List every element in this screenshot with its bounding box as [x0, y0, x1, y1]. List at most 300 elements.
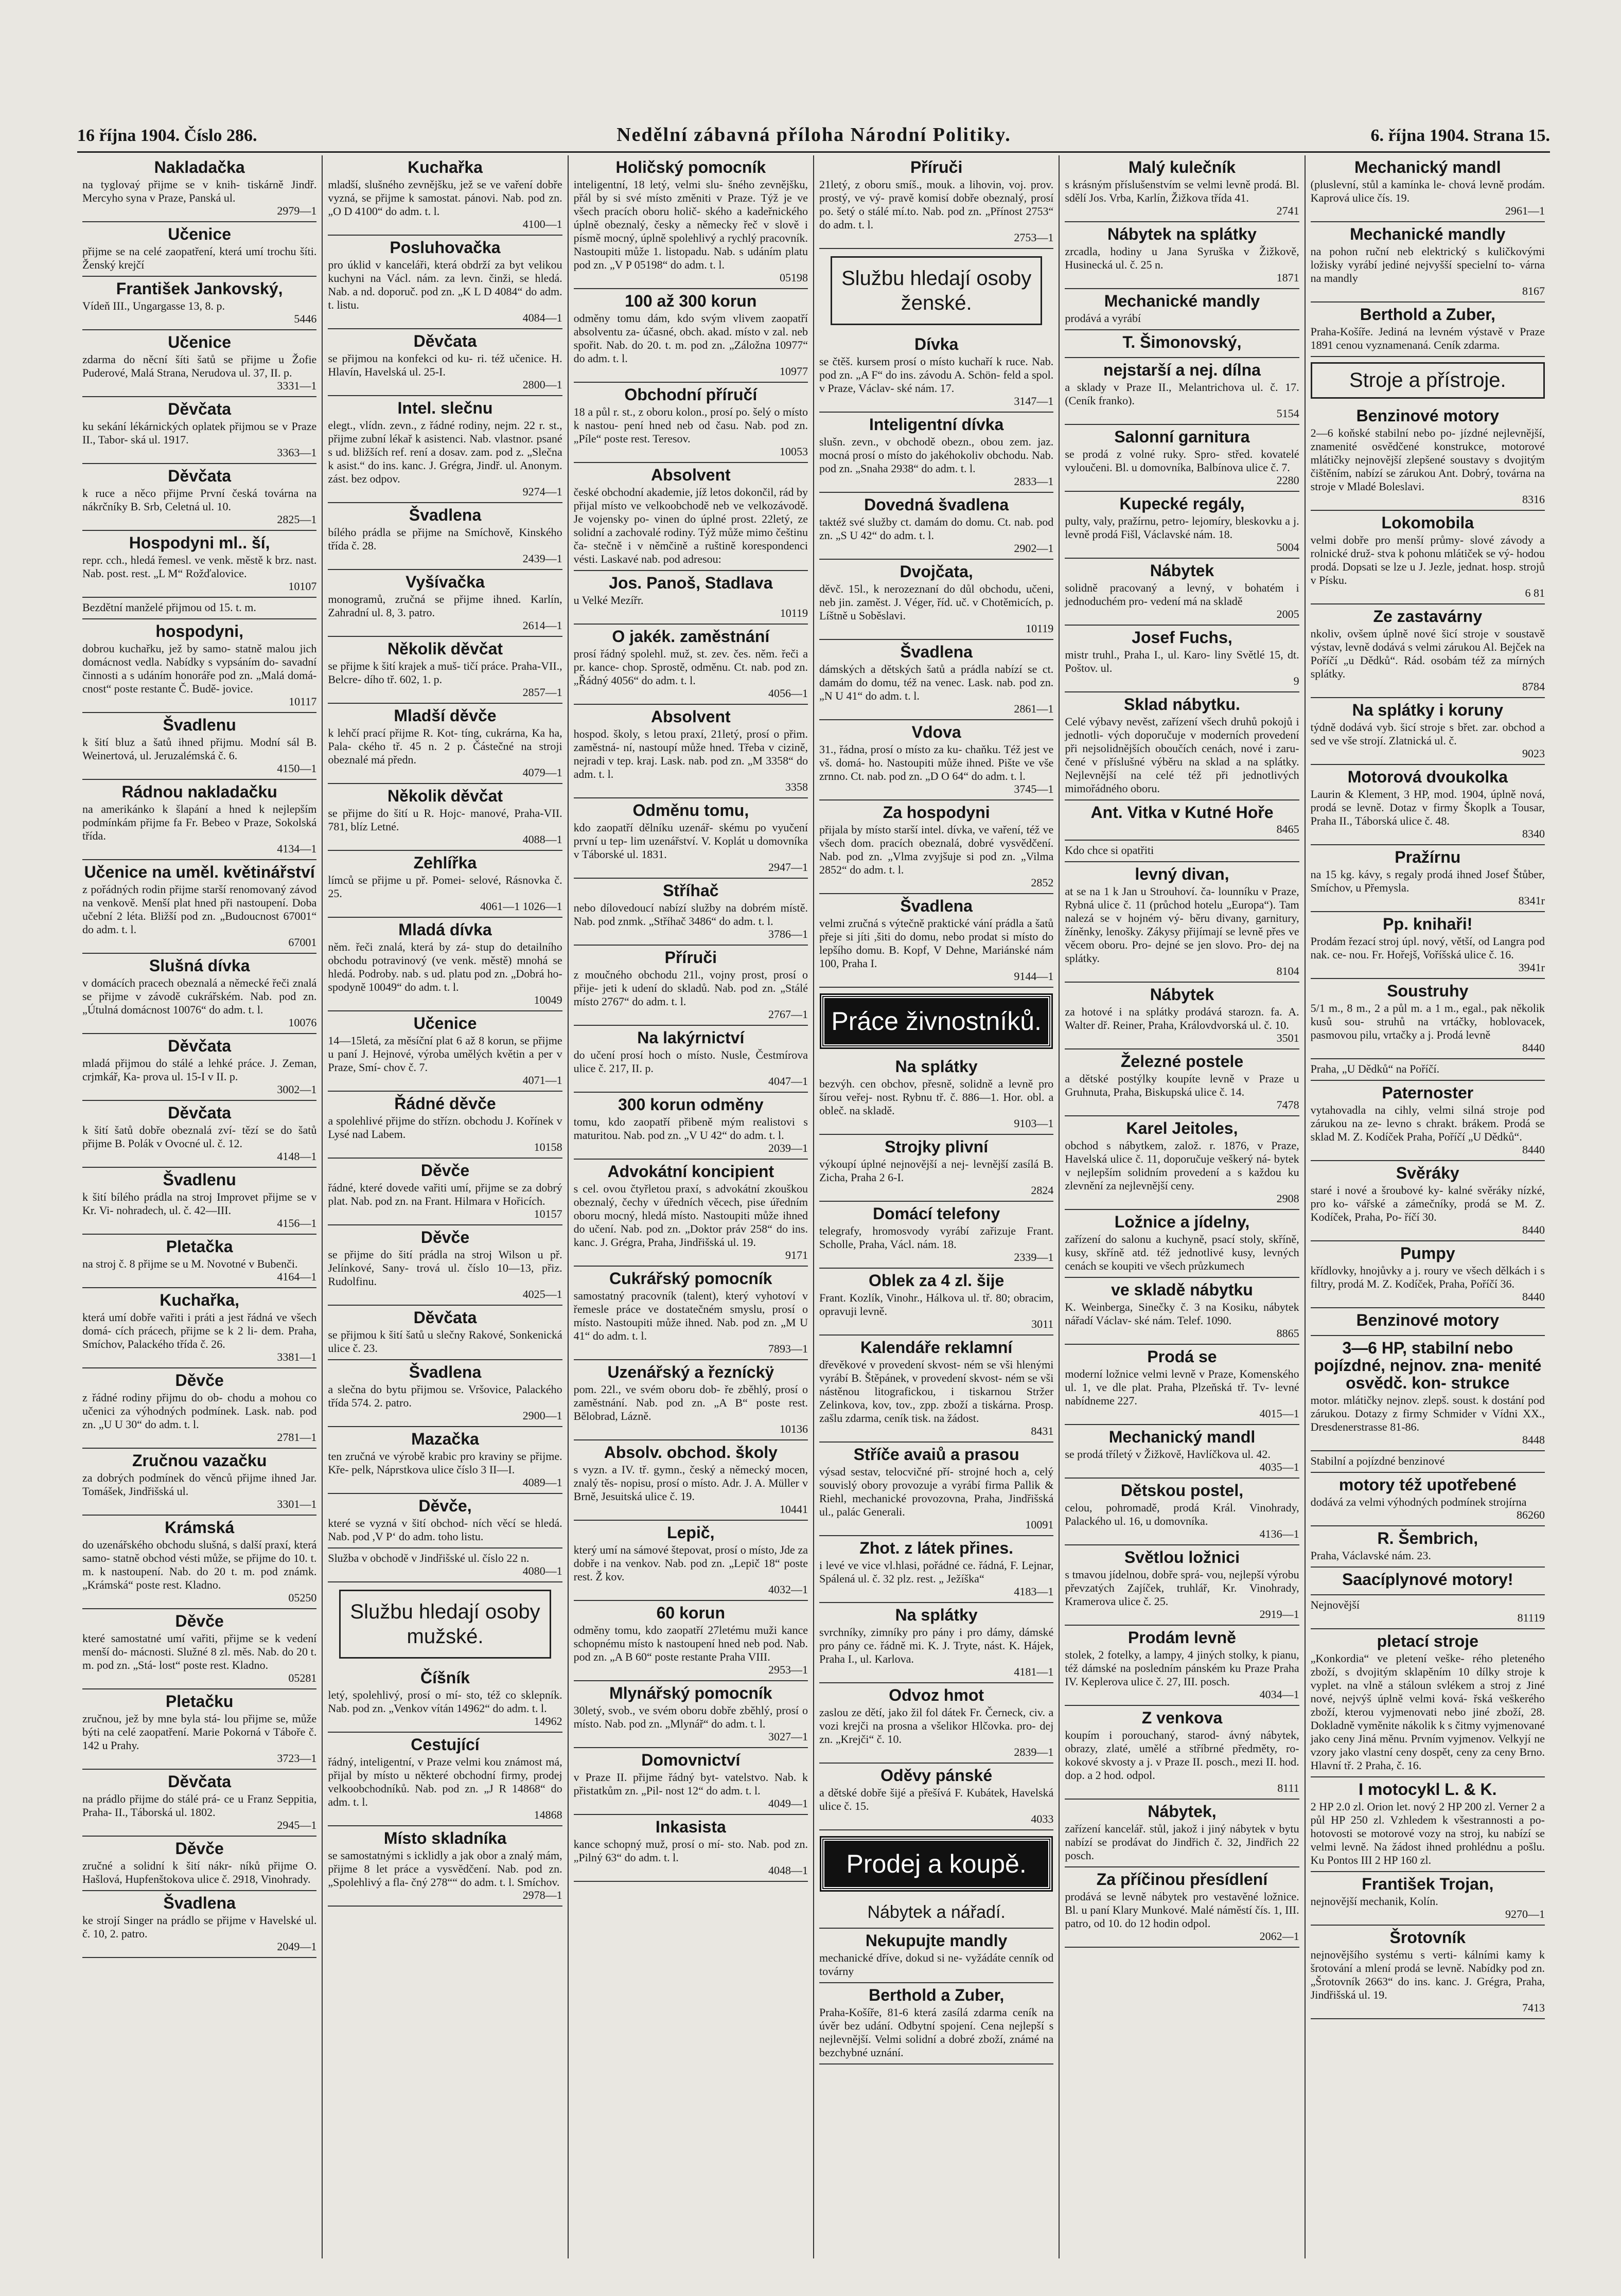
classified-ad	[1065, 1345, 1299, 1425]
ad-text: které se vyzná v šití obchod- ních věcí se hledá. Nab. pod ,V P‘ do adm. toho listu.	[328, 1517, 562, 1543]
classified-ad	[82, 277, 316, 330]
ad-reference-number: 3358	[785, 780, 808, 793]
ad-heading: Salonní garnitura	[1114, 428, 1250, 446]
ad-text: se přijme do šití prádla na stroj Wilson u př. Jelínkové, Sany- trová ul. číslo 10—13, přiz. Rudolfinu.	[328, 1248, 562, 1288]
ad-reference-number: 10977	[779, 365, 808, 378]
ad-heading: Josef Fuchs,	[1132, 628, 1232, 647]
ad-text: prosí řádný spolehl. muž, st. zev. čes. něm. řeči a pr. kance- chop. Sprostě, odměnu. Ct. nab. pod zn. „Řádný 4056“ do adm. t. l.	[573, 647, 808, 687]
classified-ad	[328, 1011, 562, 1092]
ad-reference-number: 10091	[1025, 1518, 1054, 1531]
ad-heading: Krámská	[165, 1518, 235, 1537]
ad-reference-number: 2902—1	[1014, 542, 1054, 555]
section-banner: Prodej a koupě.	[821, 1838, 1051, 1890]
classified-ad	[82, 713, 316, 780]
column-4	[814, 155, 1060, 2258]
ad-heading: Domovnictví	[641, 1751, 741, 1769]
ad-heading: Švadlena	[163, 1894, 236, 1912]
ad-heading: Kuchařka,	[160, 1291, 240, 1309]
classified-ad	[819, 1603, 1053, 1683]
classified-ad	[328, 918, 562, 1011]
classified-ad	[328, 155, 562, 236]
ad-reference-number: 4089—1	[522, 1476, 562, 1489]
ad-text: se přijme do šití u R. Hojc- manové, Praha-VII. 781, blíz Letné.	[328, 807, 562, 833]
ad-text: se přijmou na konfekci od ku- ri. též učenice. H. Hlavín, Havelská ul. 25-I.	[328, 352, 562, 378]
ad-reference-number: 4164—1	[277, 1270, 317, 1283]
ad-reference-number: 2857—1	[522, 686, 562, 699]
classified-ad	[1311, 979, 1545, 1059]
classified-ad	[82, 1516, 316, 1609]
ad-text: a dětské dobře šijé a přešívá F. Kubátek, Havelská ulice č. 15.	[819, 1786, 1054, 1812]
classified-ad	[328, 1427, 562, 1494]
ad-reference-number: 2753—1	[1014, 231, 1054, 244]
classified-ad	[819, 1536, 1053, 1603]
ad-reference-number: 8440	[1522, 1223, 1545, 1236]
ad-reference-number: 4181—1	[1014, 1665, 1054, 1678]
ad-text: ku sekání lékárnických oplatek přijmou se v Praze II., Tabor- ská ul. 1917.	[82, 420, 317, 446]
ad-heading: Cukrářský pomocník	[609, 1269, 772, 1288]
ad-heading: Místo skladníka	[383, 1829, 507, 1847]
ad-text: se přijmou k šití šatů u slečny Rakové, Sonkenická ulice č. 23.	[328, 1328, 562, 1355]
column-5	[1060, 155, 1305, 2258]
ad-text: velmi zručná s výtečně praktické vání prádla a šatů přeje si jíti ,šiti do domu, nebo prodat si místo do lepšího domu. B. Kopf, V Dehne, Mariánské nám 100, Praha I.	[819, 917, 1054, 970]
classified-ad	[574, 289, 808, 383]
page-header	[77, 123, 1550, 153]
ad-reference-number: 8340	[1522, 827, 1545, 840]
ad-reference-number: 10136	[779, 1422, 808, 1435]
classified-ad	[328, 1826, 562, 1907]
ad-text: Praha-Košíře. Jediná na levném výstavě v Praze 1891 cenou vyznamenaná. Ceník zdarma.	[1310, 325, 1545, 351]
ad-text: tomu, kdo zaopatří přibeně mým realistovi s maturitou. Nab. pod zn. „V U 42“ do adm. t. l.	[573, 1115, 808, 1142]
ad-heading: Děvče	[420, 1161, 470, 1180]
ad-heading: Dvojčata,	[900, 562, 973, 581]
ad-reference-number: 4048—1	[768, 1864, 808, 1877]
classified-ad	[82, 330, 316, 397]
classified-ad	[1065, 425, 1299, 492]
ad-heading: Absolvent	[650, 707, 731, 726]
ad-heading: Mlynářský pomocník	[609, 1684, 772, 1702]
classified-ad	[819, 413, 1053, 493]
classified-ad	[82, 1368, 316, 1449]
ad-heading: František Trojan,	[1362, 1875, 1494, 1893]
ad-heading: Děvčata	[168, 1037, 232, 1055]
classified-ad	[328, 1494, 562, 1549]
ad-heading: Mechanické mandly	[1104, 292, 1260, 310]
ad-reference-number: 8316	[1522, 493, 1545, 506]
ad-heading: Učenice	[168, 225, 232, 243]
classified-ad	[328, 570, 562, 637]
ad-text: nejnovější mechanik, Kolín.	[1310, 1895, 1438, 1908]
ad-text: dodává za velmi výhodných podmínek strojírna	[1310, 1496, 1527, 1508]
ad-text: se prodá z volné ruky. Spro- střed. kovatelé vyloučeni. Bl. u domovníka, Balbínova ulice č. 7.	[1065, 448, 1299, 474]
classified-ad	[574, 946, 808, 1026]
ad-text: at se na 1 k Jan u Strouhoví. ča- lounníku v Praze, Rybná ulice č. 11 (průchod hotelu „Europa“). Tam nalezá se v hojném vý- běru divany, garnitury, žíněnky, lenošky. Zákysy přijímají se levně přes ve věcem oboru. Pro- dejné se jen slovo. Pro- dej na splátky.	[1065, 885, 1299, 965]
ad-heading: Šrotovník	[1389, 1928, 1466, 1947]
classified-ad	[328, 1092, 562, 1159]
ad-text: na amerikánko k šlapání a hned k nejlepším podmínkám přijme fa Fr. Bebeo v Praze, Sokolská třída.	[82, 803, 317, 842]
ad-heading: Domácí telefony	[873, 1204, 1000, 1223]
classified-ad	[1065, 626, 1299, 692]
ad-heading: R. Šembrich,	[1377, 1529, 1478, 1547]
classified-ad	[1311, 155, 1545, 222]
ad-heading: Děvče	[420, 1228, 470, 1247]
ad-text: nkoliv, ovšem úplně nové šicí stroje v soustavě výstav, levně dodává s velmi zárukou Al. Bejček na Poříčí „u Dědků“. Rád. osobám též za mírných splátky.	[1310, 627, 1545, 680]
ad-text: v Praze II. přijme řádný byt- vatelstvo. Nab. k přistatkům zn. „Pil- nost 12“ do adm. t. l.	[573, 1771, 808, 1797]
ad-heading: ve skladě nábytku	[1111, 1280, 1253, 1299]
classified-ad	[574, 1815, 808, 1882]
classified-ad	[574, 571, 808, 625]
ad-reference-number: 10076	[288, 1016, 317, 1029]
ad-text: Stabilní a pojízdné benzinové	[1310, 1454, 1445, 1467]
ad-text: nejnovějšího systému s verti- kálními kamy k šrotování a mlení prodá se levně. Nabídky pod zn. „Šrotovník 2663“ do ins. kanc. J. Grégra, Praha, Jindřišská ul. 19.	[1310, 1948, 1545, 2001]
ad-text: a slečna do bytu přijmou se. Vršovice, Palackého třída 574. 2. patro.	[328, 1383, 562, 1409]
ad-text: Praha, Václavské nám. 23.	[1310, 1549, 1431, 1562]
classified-ad	[1065, 1278, 1299, 1345]
ad-text: z pořádných rodin přijme starší renomovaný závod na venkově. Menší plat hned při nastoupení. Doba učební 2 léta. Bližší pod zn. „Budoucnost 67001“ do adm. t. l.	[82, 883, 317, 936]
ad-heading: nejstarší a nej. dílna	[1103, 361, 1261, 379]
ad-reference-number: 2824	[1031, 1184, 1054, 1197]
section-heading: Stroje a přístroje.	[1311, 362, 1545, 399]
ad-reference-number: 2005	[1276, 608, 1299, 620]
ad-reference-number: 4134—1	[277, 842, 317, 855]
ad-text: české obchodní akademie, jíž letos dokončil, rád by přijal místo ve velkoobchodě neb ve velkozávodě. Je vojensky po- vinen do úplné prost. 22letý, ze solidní a zachovalé rodiny. Týž může mimo češtinu ča- stečně i v němčině a ruštině korespondenci vésti. Laskavé nab. pod adresou:	[573, 486, 808, 565]
classified-ad	[819, 800, 1053, 894]
ad-reference-number: 4033	[1031, 1812, 1054, 1825]
classified-ad	[819, 1269, 1053, 1336]
ad-text: na 15 kg. kávy, s regaly prodá ihned Josef Štůber, Smíchov, u Přemysla.	[1310, 868, 1545, 894]
classified-ad	[1065, 1800, 1299, 1867]
ad-heading: Pražírnu	[1395, 848, 1461, 866]
ad-text: kdo zaopatří dělníku uzenář- skému po vyučení první u tep- lim uzenářství. V. Koplát u domovníka v Táborské ul. 1831.	[573, 821, 808, 861]
ad-reference-number: 4015—1	[1259, 1407, 1299, 1420]
ad-text: Praha, „U Dědků“ na Poříčí.	[1310, 1062, 1440, 1075]
classified-ad	[1311, 511, 1545, 604]
classified-ad	[82, 531, 316, 598]
ad-reference-number: 4034—1	[1259, 1688, 1299, 1701]
classified-ad	[1065, 800, 1299, 841]
classified-ad	[328, 1225, 562, 1306]
ad-text: bezvýh. cen obchov, přesně, solidně a levně pro šírou veřej- nost. Rybnu tř. č. 886—1. Hor. obl. a obleč. na skladě.	[819, 1077, 1054, 1117]
classified-ad	[574, 1360, 808, 1440]
ad-heading: Obchodní příručí	[624, 385, 757, 404]
ad-heading: 3—6 HP, stabilní nebo pojízdné, nejnov. zna- menité osvědč. kon- strukce	[1314, 1339, 1542, 1392]
classified-ad	[1065, 559, 1299, 626]
ad-text: Praha-Košíře, 81-6 která zasílá zdarma ceník na úvěr bez udání. Odbytní spojení. Cena nejlepší s nejlevnější. Velmi solidní a dobré zboží, známé na bezchybné uznání.	[819, 2006, 1054, 2059]
ad-reference-number: 9023	[1522, 747, 1545, 760]
ad-heading: Učenice na uměl. květinářství	[84, 863, 315, 881]
ad-reference-number: 2039—1	[768, 1142, 808, 1154]
ad-heading: Strojky plivní	[885, 1137, 989, 1156]
ad-text: za dobrých podmínek do věnců přijme ihned Jar. Tomášek, Jindřišská ul.	[82, 1471, 317, 1498]
ad-text: v domácích pracech obeznalá a německé řeči znalá se přijme v závodě cukrářském. Nab. pod zn. „Útulná domácnost 10076“ do adm. t. l.	[82, 976, 317, 1016]
classified-ad	[574, 155, 808, 289]
ad-heading: Ze zastavárny	[1373, 607, 1483, 626]
ad-text: prodává se levně nábytek pro vestavěné ložnice. Bl. u paní Klary Munkové. Malé náměstí čís. 1, III. patro, od 10. do 12 hodin odpol.	[1065, 1890, 1299, 1930]
ad-reference-number: 2339—1	[1014, 1251, 1054, 1263]
classified-ad	[82, 464, 316, 531]
ad-heading: Zhot. z látek přines.	[859, 1539, 1013, 1557]
classified-ad	[82, 954, 316, 1034]
ad-heading: Pp. knihaři!	[1383, 915, 1473, 933]
ad-text: stolek, 2 fotelky, a lampy, 4 jiných stolky, k pianu, též dámské na posledním pánském ku Praze Praha IV. Keplerova ulice č. 27, III. posch.	[1065, 1648, 1299, 1688]
ad-reference-number: 8104	[1276, 965, 1299, 977]
ad-text: mistr truhl., Praha I., ul. Karo- liny Světlé 15, dt. Poštov. ul.	[1065, 648, 1299, 674]
ad-reference-number: 9	[1293, 674, 1299, 687]
classified-ad	[1311, 1568, 1545, 1595]
ad-heading: Řádné děvče	[394, 1094, 496, 1113]
ad-text: děvč. 15l., k nerozeznaní do důl obchodu, učeni, neb jin. zaměst. J. Véger, říd. uč. v Chotěmicích, p. Líštně u Soběslavi.	[819, 582, 1054, 622]
classified-ad	[328, 1306, 562, 1360]
classified-ad	[574, 1521, 808, 1601]
classified-ad	[82, 1449, 316, 1516]
ad-text: Prodám řezací stroj úpl. nový, větší, od Langra pod nak. ce- nou. Fr. Hořejš, Voříšská ulice č. 16.	[1310, 935, 1545, 961]
date-page-number: 6. října 1904. Strana 15.	[1370, 126, 1550, 145]
ad-heading: Benzinové motory	[1356, 406, 1499, 425]
ad-heading: Světlou ložnici	[1124, 1548, 1240, 1567]
ad-reference-number: 2049—1	[277, 1940, 317, 1953]
ad-text: solidně pracovaný a levný, v bohatém i jednoduchém pro- vedení má na skladě	[1065, 581, 1299, 608]
ad-heading: Dívka	[914, 335, 959, 353]
issue-date-number: 16 října 1904. Číslo 286.	[77, 126, 257, 145]
classified-ad	[1311, 1777, 1545, 1872]
ad-heading: Lepič,	[667, 1523, 715, 1542]
ad-heading: pletací stroje	[1377, 1632, 1478, 1650]
ad-reference-number: 4084—1	[522, 311, 562, 324]
classified-ad	[819, 560, 1053, 640]
ad-reference-number: 10441	[779, 1503, 808, 1516]
ad-reference-number: 9274—1	[522, 485, 562, 498]
classified-ad	[1311, 1336, 1545, 1451]
classified-ad	[1065, 330, 1299, 358]
classified-ad	[82, 397, 316, 464]
ad-reference-number: 3501	[1276, 1031, 1299, 1044]
ad-reference-number: 4183—1	[1014, 1585, 1054, 1598]
ad-text: kance schopný muž, prosí o mí- sto. Nab. pod zn. „Pilný 63“ do adm. t. l.	[573, 1838, 808, 1864]
ad-heading: Švadlena	[900, 643, 973, 661]
ad-reference-number: 2953—1	[768, 1663, 808, 1676]
ad-text: slušn. zevn., v obchodě obezn., obou zem. jaz. mocná prosí o místo do jakéhokoliv obchodu. Nab. pod zn. „Snaha 2938“ do adm. t. l.	[819, 435, 1054, 475]
ad-heading: Cestující	[411, 1735, 480, 1754]
ad-reference-number: 8111	[1277, 1782, 1299, 1794]
ad-heading: Lokomobila	[1381, 513, 1474, 532]
ad-text: Laurin & Klement, 3 HP, mod. 1904, úplně nová, prodá se levně. Dotaz v firmy Škoplk a Tousar, Praha II., Táborská ulice č. 48.	[1310, 788, 1545, 827]
section-banner: Práce živnostníků.	[821, 995, 1051, 1047]
ad-heading: Švadlenu	[163, 716, 236, 734]
ad-text: Celé výbavy nevěst, zařízení všech druhů pokojů i jednotli- vých doporučuje v moderních provedení při nejsolidnějších oboučích cenách, nové i zaru- čené v příslušné výběru na sklad a na splátky. Nejlevnější na celé též při jednotlivých mimořádného oboru.	[1065, 715, 1299, 795]
classified-ad	[82, 155, 316, 222]
ad-reference-number: 81119	[1517, 1611, 1545, 1624]
ad-text: bílého prádla se přijme na Smíchově, Kinského třída č. 28.	[328, 526, 562, 552]
ad-heading: Za příčinou přesídlení	[1096, 1870, 1268, 1889]
classified-ad	[82, 1288, 316, 1368]
ad-heading: Saacíplynové motory!	[1342, 1570, 1513, 1589]
newspaper-page	[77, 123, 1550, 2258]
ad-reference-number: 5446	[294, 312, 317, 325]
ad-reference-number: 9103—1	[1014, 1117, 1054, 1130]
ad-reference-number: 9144—1	[1014, 970, 1054, 983]
ad-text: hospod. školy, s letou praxí, 21letý, prosí o přim. zaměstná- ní, nastoupí může hned. Třeba v cizině, nejradi v tep. kraj. Lask. nab. pod zn. „M 3358“ do adm. t. l.	[573, 727, 808, 780]
ad-heading: 300 korun odměny	[618, 1095, 764, 1114]
classified-ad	[1311, 698, 1545, 765]
ad-reference-number: 8440	[1522, 1143, 1545, 1156]
ad-text: (pluslevní, stůl a kamínka le- chová levně prodám. Kaprová ulice čís. 19.	[1310, 178, 1545, 204]
ad-heading: Ložnice a jídelny,	[1114, 1213, 1250, 1231]
classified-ad	[82, 1837, 316, 1891]
ad-heading: Nakladačka	[154, 158, 245, 176]
classified-ad	[1311, 912, 1545, 979]
ad-text: ke strojí Singer na prádlo se přijme v Havelské ul. č. 10, 2. patro.	[82, 1914, 317, 1940]
ad-text: se čtěš. kursem prosí o místo kuchaří k ruce. Nab. pod zn. „A F“ do ins. závodu A. Schön- feld a spol. v Praze, Václav- ské nám. 17.	[819, 355, 1054, 395]
ad-text: řádný, inteligentní, v Praze velmi kou známost má, přijal by místo u některé obchodní firmy, prodej velkoobchodníků. Nab. pod zn. „J R 14868“ do adm. t. l.	[328, 1755, 562, 1808]
ad-reference-number: 3027—1	[768, 1730, 808, 1743]
ad-reference-number: 3745—1	[1014, 782, 1054, 795]
ad-reference-number: 3147—1	[1014, 395, 1054, 407]
ad-reference-number: 7893—1	[768, 1342, 808, 1355]
ad-heading: Kalendáře reklamní	[860, 1338, 1013, 1357]
ad-heading: levný divan,	[1135, 865, 1229, 883]
ad-heading: Na splátky	[895, 1606, 978, 1624]
ad-heading: Kuchařka	[408, 158, 483, 176]
classified-ad	[328, 236, 562, 329]
ad-text: 31., řádna, prosí o místo za ku- chaňku. Též jest ve vš. domá- ho. Nastoupiti může ihned. Pište ve vše zrnno. Ct. nab. pod zn. „D O 64“ do adm. t. l.	[819, 743, 1054, 782]
classified-ad	[82, 1891, 316, 1958]
ad-text: pulty, valy, pražírnu, petro- lejomíry, bleskovku a j. levně prodá Fišl, Václavské nám. 18.	[1065, 514, 1299, 541]
ad-heading: Hospodyni ml.. ší,	[129, 533, 270, 552]
classified-ad	[1311, 1451, 1545, 1473]
ad-text: na pohon ruční neb elektrický s kuličkovými ložisky vyrábí jediné nejvyšší specielní to- várna na mandly	[1310, 245, 1545, 284]
column-6	[1306, 155, 1550, 2258]
classified-ad	[574, 1160, 808, 1267]
ad-heading: Dovedná švadlena	[864, 495, 1009, 514]
ad-reference-number: 2852	[1031, 876, 1054, 889]
ad-heading: Děvčata	[413, 332, 477, 350]
classified-ad	[819, 1443, 1053, 1536]
ad-heading: O jakék. zaměstnání	[612, 627, 770, 646]
ad-text: pro úklid v kanceláři, která obdrží za byt velikou kuchyni na Václ. nám. za levn. činži, se hledá. Nab. a nd. doporuč. pod zn. „K L D 4084“ do adm. t. listu.	[328, 258, 562, 311]
ad-heading: 100 až 300 korun	[625, 292, 757, 310]
ad-reference-number: 3381—1	[277, 1350, 317, 1363]
classified-ad	[82, 619, 316, 713]
classified-ad	[574, 1748, 808, 1815]
ad-text: který umí na sámové štepovat, prosí o místo, Jde za dobře i na venkov. Nab. pod zn. „Lepič 18“ poste rest. Ž kov.	[573, 1543, 808, 1583]
ad-text: u Velké Mezířr.	[573, 594, 644, 607]
ad-reference-number: 2947—1	[768, 861, 808, 874]
ad-text: na tyglovaý přijme se v knih- tiskárně Jindř. Mercyho syna v Praze, Panská ul.	[82, 178, 317, 204]
ad-heading: Stříče avaiů a prasou	[853, 1445, 1019, 1464]
classified-ad	[1311, 1526, 1545, 1568]
classified-ad	[1065, 692, 1299, 800]
ad-text: Bezdětní manželé přijmou od 15. t. m.	[82, 601, 256, 614]
ad-text: se přijme k šití krajek a muš- tičí práce. Praha-VII., Belcre- dího tř. 602, 1. p.	[328, 660, 562, 686]
ad-heading: Paternoster	[1382, 1083, 1474, 1102]
classified-ad	[82, 1770, 316, 1837]
ad-heading: Malý kulečník	[1128, 158, 1236, 176]
ad-reference-number: 8440	[1522, 1290, 1545, 1303]
ad-reference-number: 2741	[1276, 204, 1299, 217]
ad-reference-number: 10158	[534, 1141, 562, 1153]
ad-text: 18 a půl r. st., z oboru kolon., prosí po. šelý o místo k nastou- pení hned neb od času. Nab. pod zn. „Píle“ poste rest. Teresov.	[573, 405, 808, 445]
ad-reference-number: 5154	[1276, 407, 1299, 420]
ad-text: výsad sestav, telocvičné pří- strojné hoch a, celý souvislý obory provozuje a vyrábí firma Pallik & Riehl, mechanické provozovna, Praha, Jindřišská ul., palác Generali.	[819, 1465, 1054, 1518]
column-3	[569, 155, 814, 2258]
ad-heading: Švadlena	[900, 897, 973, 915]
ad-reference-number: 2839—1	[1014, 1746, 1054, 1758]
ad-reference-number: 8431	[1031, 1425, 1054, 1437]
classified-ad	[1311, 1241, 1545, 1308]
ad-text: Vídeň III., Ungargasse 13, 8. p.	[82, 299, 225, 312]
ad-text: pom. 22l., ve svém oboru dob- ře zběhlý, prosí o zaměstnání. Nab. pod zn. „A B“ poste rest. Bělobrad, Lázně.	[573, 1383, 808, 1422]
ad-heading: Svěráky	[1396, 1164, 1459, 1182]
ad-text: zaslou ze dětí, jako žil fol dátek Fr. Černeck, civ. a vozi krejči na prosna a všelikor Hlčovka. pro- dej zn. „Krejči“ č. 10.	[819, 1706, 1054, 1746]
classified-ad	[574, 798, 808, 879]
ad-text: k lehčí prací přijme R. Kot- tíng, cukrárna, Ka ha, Pala- ckého tř. 45 n. 2 p. Částečné na stroji obeznalé má předn.	[328, 726, 562, 766]
ad-heading: Benzinové motory	[1356, 1311, 1499, 1329]
ad-heading: Pletačka	[166, 1237, 233, 1256]
section-notice: Službu hledají osoby ženské.	[831, 256, 1042, 325]
ad-text: křídlovky, hnojůvky a j. roury ve všech dělkách i s filtry, prodá M. Z. Kodíček, Praha, Poříčí 36.	[1310, 1264, 1545, 1290]
ad-text: ten zručná ve výrobě krabic pro kraviny se přijme. Kře- pelk, Náprstkova ulice číslo 3 II—I.	[328, 1450, 562, 1476]
ad-heading: Několik děvčat	[387, 639, 503, 658]
classified-ad	[574, 1681, 808, 1748]
ad-heading: Odvoz hmot	[889, 1686, 984, 1704]
ad-text: repr. cch., hledá řemesl. ve venk. městě k brz. nast. Nab. post. rest. „L M“ Rožďalovice.	[82, 554, 317, 580]
classified-ad	[819, 1202, 1053, 1269]
ad-heading: Posluhovačka	[390, 238, 501, 257]
ad-heading: Švadlena	[409, 1363, 482, 1381]
ad-heading: Motorová dvoukolka	[1347, 768, 1508, 786]
ad-reference-number: 7413	[1522, 2001, 1545, 2014]
ad-heading: Kupecké regály,	[1119, 494, 1245, 513]
classified-ad	[819, 720, 1053, 800]
ad-text: svrchníky, zimníky pro pány i pro dámy, dámské pro pány ce. řádně mi. K. J. Tryte, nást. K. Hájek, Praha I., ul. Karlova.	[819, 1626, 1054, 1665]
ad-text: límců se přijme u př. Pomei- selové, Rásnovka č. 25.	[328, 874, 562, 900]
ad-heading: I motocykl L. & K.	[1359, 1780, 1497, 1799]
ad-text: a sklady v Praze II., Melantrichova ul. č. 17. (Ceník franko).	[1065, 381, 1299, 407]
ad-reference-number: 4061—1 1026—1	[480, 900, 562, 913]
ad-reference-number: 2767—1	[768, 1008, 808, 1021]
ad-heading: Stříhač	[663, 881, 719, 900]
ad-heading: Děvče	[175, 1839, 224, 1858]
ad-text: řádné, které dovede vařiti umí, přijme se za dobrý plat. Nab. pod zn. na Frant. Hilmara v Hořicích.	[328, 1181, 562, 1207]
classified-ad	[819, 493, 1053, 560]
column-2	[323, 155, 568, 2258]
ad-reference-number: 2062—1	[1259, 1930, 1299, 1943]
section-subheading: Nábytek a nářadí.	[819, 1897, 1053, 1929]
ad-text: něm. řeči znalá, která by zá- stup do detailního obchodu potravinový (ve venk. městě) mnohá se hledá. Podroby. nab. s ud. platu pod zn. „Dobrá ho- spodyně 10049“ do adm. t. l.	[328, 940, 562, 993]
ad-text: zařízení do salonu a kuchyně, psací stoly, skříně, kusy, skříně atd. též jednotlivé kusy, levných cenách se koupiti ve všech průzkumech	[1065, 1233, 1299, 1272]
ad-text: Kdo chce si opatřiti	[1065, 844, 1154, 857]
classified-ad	[1065, 983, 1299, 1049]
classified-ad	[328, 1733, 562, 1826]
ad-reference-number: 10049	[534, 993, 562, 1006]
classified-ad	[1311, 222, 1545, 302]
ad-reference-number: 8167	[1522, 284, 1545, 297]
classified-ad	[328, 1666, 562, 1733]
ad-reference-number: 2961—1	[1505, 204, 1545, 217]
ad-heading: Oděvy pánské	[880, 1766, 993, 1785]
classified-ad	[82, 780, 316, 860]
ad-text: do uzenářského obchodu slušná, s další praxí, která samo- statně obchod vésti může, se přijme do 10. t. m. k nastoupení. Nab. do 20 t. m. pod známk. „Krámská“ poste rest. Kladno.	[82, 1538, 317, 1591]
classified-ad	[574, 1440, 808, 1521]
ad-text: monogramů, zručná se přijme ihned. Karlín, Zahradní ul. 8, 3. patro.	[328, 593, 562, 619]
ad-reference-number: 10117	[289, 695, 317, 708]
ad-reference-number: 3011	[1031, 1318, 1054, 1330]
classified-ad	[82, 1235, 316, 1288]
ad-heading: Holičský pomocník	[615, 158, 766, 176]
classified-ad	[1065, 155, 1299, 222]
ad-text: dámských a dětských šatů a prádla nabízí se ct. damám do domu, též na venec. Lask. nab. pod zn. „N U 41“ do adm. t. l.	[819, 663, 1054, 702]
classified-ad	[1311, 765, 1545, 845]
ad-text: celou, pohromadě, prodá Král. Vinohrady, Palackého ul. 16, u domovníka.	[1065, 1501, 1299, 1527]
